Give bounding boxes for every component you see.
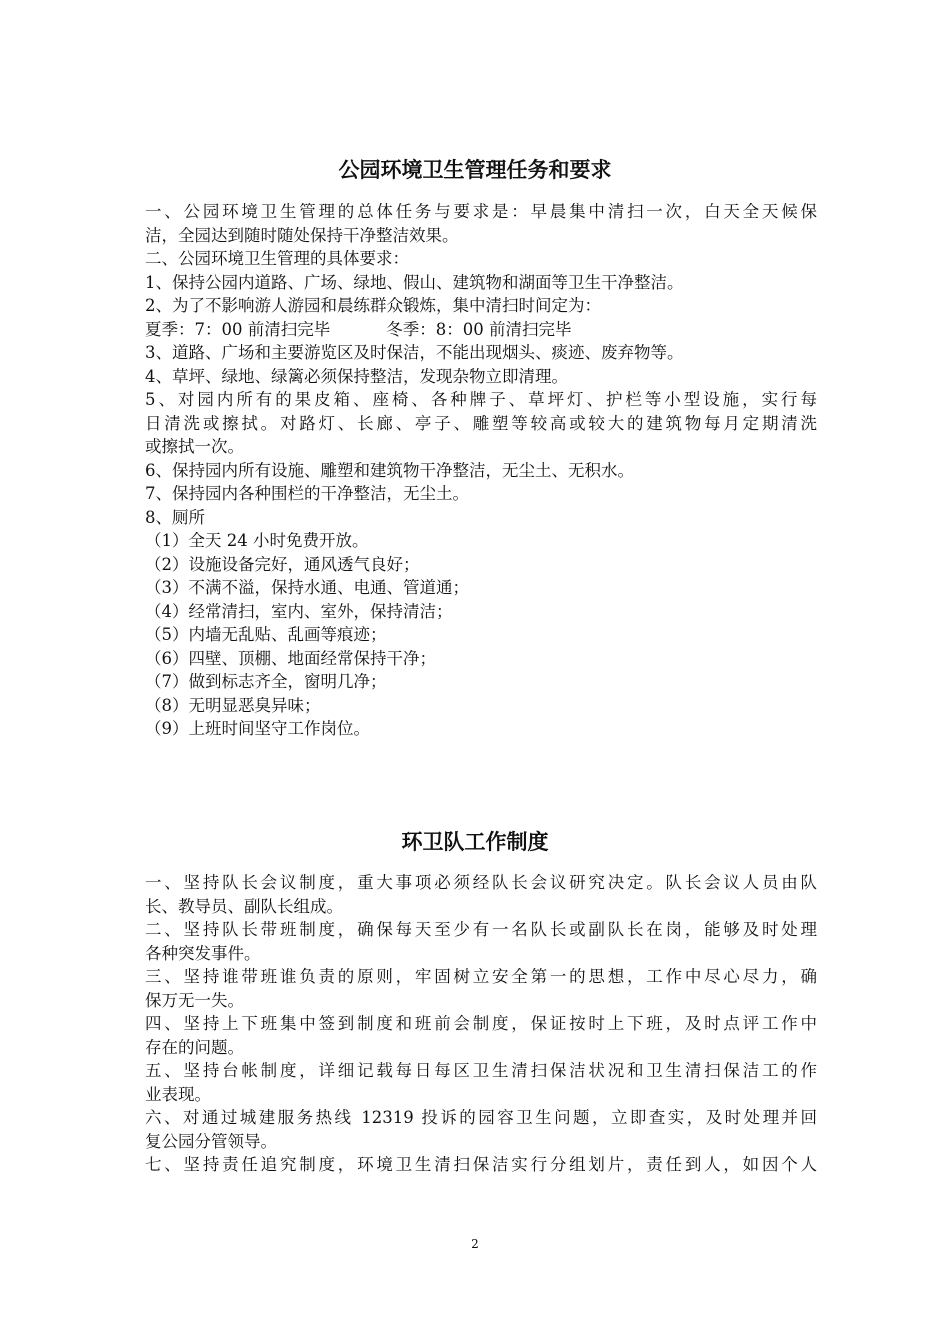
cleaning-schedule-line [145, 318, 817, 342]
summer-schedule: 夏季：7：00 前清扫完毕 [145, 319, 331, 339]
text-line: 2、为了不影响游人游园和晨练群众锻炼，集中清扫时间定为： [145, 296, 601, 315]
list-item: （7）做到标志齐全，窗明几净； [145, 672, 387, 691]
text-line: 7、保持园内各种围栏的干净整洁，无尘土。 [145, 484, 469, 503]
text-line: 保万无一失。 [145, 990, 244, 1010]
text-line: 日清洗或擦拭。对路灯、长廊、亭子、雕塑等较高或较大的建筑物每月定期清洗 [145, 413, 817, 433]
text-line: 6、保持园内所有设施、雕塑和建筑物干净整洁，无尘土、无积水。 [145, 460, 634, 480]
list-item: （4）经常清扫，室内、室外，保持清洁； [145, 601, 453, 621]
section-title-park-sanitation: 公园环境卫生管理任务和要求 [338, 158, 612, 182]
section-body-park-sanitation [145, 200, 817, 741]
text-line: 一、公园环境卫生管理的总体任务与要求是：早晨集中清扫一次，白天全天候保 [145, 202, 817, 221]
text-line: 各种突发事件。 [145, 943, 261, 963]
text-line: 一、坚持队长会议制度，重大事项必须经队长会议研究决定。队长会议人员由队 [145, 873, 817, 892]
text-line: 五、坚持台帐制度，详细记载每日每区卫生清扫保洁状况和卫生清扫保洁工的作 [145, 1061, 817, 1080]
text-line: 四、坚持上下班集中签到制度和班前会制度，保证按时上下班，及时点评工作中 [145, 1014, 817, 1033]
section-body-sanitation-team-rules [145, 871, 817, 1177]
page-number: 2 [471, 1237, 479, 1251]
list-item: （3）不满不溢，保持水通、电通、管道通； [145, 578, 469, 597]
text-line: 8、厕所 [145, 507, 205, 527]
text-line: 3、道路、广场和主要游览区及时保洁，不能出现烟头、痰迹、废弃物等。 [145, 343, 684, 362]
text-line: 长、教导员、副队长组成。 [145, 896, 343, 916]
text-line: 二、坚持队长带班制度，确保每天至少有一名队长或副队长在岗，能够及时处理 [145, 920, 817, 939]
text-line: 1、保持公园内道路、广场、绿地、假山、建筑物和湖面等卫生干净整洁。 [145, 272, 684, 292]
text-line: 4、草坪、绿地、绿篱必须保持整洁，发现杂物立即清理。 [145, 366, 568, 386]
section-title-sanitation-team-rules: 环卫队工作制度 [401, 830, 549, 854]
text-line: 洁，全园达到随时随处保持干净整洁效果。 [145, 225, 459, 245]
list-item: （6）四壁、顶棚、地面经常保持干净； [145, 648, 436, 668]
winter-schedule: 冬季：8：00 前清扫完毕 [386, 319, 572, 339]
text-line: 三、坚持谁带班谁负责的原则，牢固树立安全第一的思想，工作中尽心尽力，确 [145, 967, 817, 986]
list-item: （5）内墙无乱贴、乱画等痕迹； [145, 625, 387, 644]
text-line: 业表现。 [145, 1084, 211, 1104]
text-line: 二、公园环境卫生管理的具体要求： [145, 249, 409, 268]
list-item: （2）设施设备完好，通风透气良好； [145, 554, 420, 574]
text-line: 存在的问题。 [145, 1037, 244, 1057]
list-item: （1）全天 24 小时免费开放。 [145, 531, 369, 550]
text-line: 复公园分管领导。 [145, 1131, 277, 1151]
text-line: 六、对通过城建服务热线 12319 投诉的园容卫生问题，立即查实，及时处理并回 [145, 1108, 817, 1127]
list-item: （8）无明显恶臭异味； [145, 695, 321, 715]
text-line: 或擦拭一次。 [145, 437, 244, 456]
list-item: （9）上班时间坚守工作岗位。 [145, 719, 370, 738]
text-line: 5、对园内所有的果皮箱、座椅、各种牌子、草坪灯、护栏等小型设施，实行每 [145, 390, 817, 409]
text-line: 七、坚持责任追究制度，环境卫生清扫保洁实行分组划片，责任到人，如因个人 [145, 1155, 817, 1174]
